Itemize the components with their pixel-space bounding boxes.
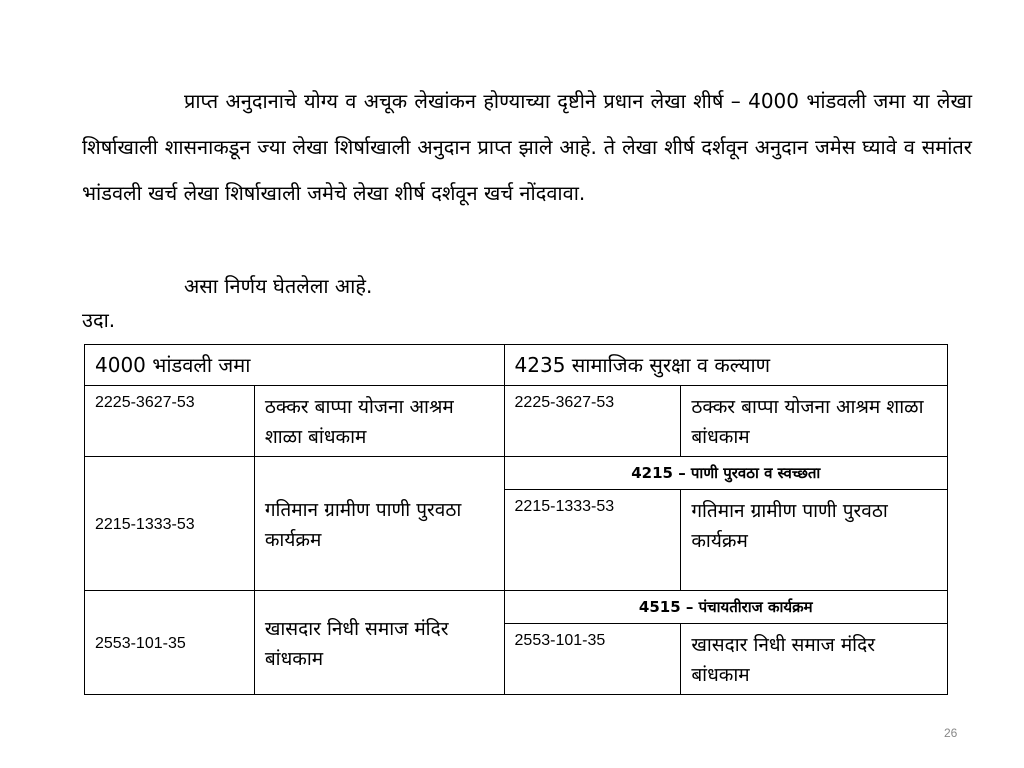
header-social-security: 4235 सामाजिक सुरक्षा व कल्याण	[504, 345, 947, 386]
row2-right-code: 2215-1333-53	[504, 490, 681, 591]
row3-left-code: 2553-101-35	[85, 591, 255, 695]
row1-right-code: 2225-3627-53	[504, 386, 681, 457]
header-capital-receipts: 4000 भांडवली जमा	[85, 345, 505, 386]
row2-right-subheader: 4215 – पाणी पुरवठा व स्वच्छता	[504, 457, 947, 490]
page-number: 26	[944, 726, 958, 740]
row1-left-code: 2225-3627-53	[85, 386, 255, 457]
table-row	[85, 386, 948, 457]
account-head-table	[84, 344, 948, 695]
row3-right-code: 2553-101-35	[504, 624, 681, 695]
decision-line: असा निर्णय घेतलेला आहे.	[184, 274, 373, 298]
table-row	[85, 457, 948, 490]
row3-right-desc: खासदार निधी समाज मंदिर बांधकाम	[681, 624, 948, 695]
body-paragraph	[82, 78, 972, 216]
example-label: उदा.	[82, 308, 116, 332]
row1-left-desc: ठक्कर बाप्पा योजना आश्रम शाळा बांधकाम	[254, 386, 504, 457]
row2-left-code: 2215-1333-53	[85, 457, 255, 591]
row2-right-desc: गतिमान ग्रामीण पाणी पुरवठा कार्यक्रम	[681, 490, 948, 591]
row3-right-subheader: 4515 – पंचायतीराज कार्यक्रम	[504, 591, 947, 624]
table-header-row	[85, 345, 948, 386]
table-row	[85, 591, 948, 624]
paragraph-text: प्राप्त अनुदानाचे योग्य व अचूक लेखांकन होण्याच्या दृष्टीने प्रधान लेखा शीर्ष – 4000 भांडवली जमा या लेखा शिर्षाखाली शासनाकडून ज्या लेखा शिर्षाखाली अनुदान प्राप्त झाले आहे. ते लेखा शीर्ष दर्शवून अनुदान जमेस घ्यावे व समांतर भांडवली खर्च लेखा शिर्षाखाली जमेचे लेखा शीर्ष दर्शवून खर्च नोंदवावा.	[82, 89, 972, 205]
row2-left-desc: गतिमान ग्रामीण पाणी पुरवठा कार्यक्रम	[254, 457, 504, 591]
row1-right-desc: ठक्कर बाप्पा योजना आश्रम शाळा बांधकाम	[681, 386, 948, 457]
row3-left-desc: खासदार निधी समाज मंदिर बांधकाम	[254, 591, 504, 695]
